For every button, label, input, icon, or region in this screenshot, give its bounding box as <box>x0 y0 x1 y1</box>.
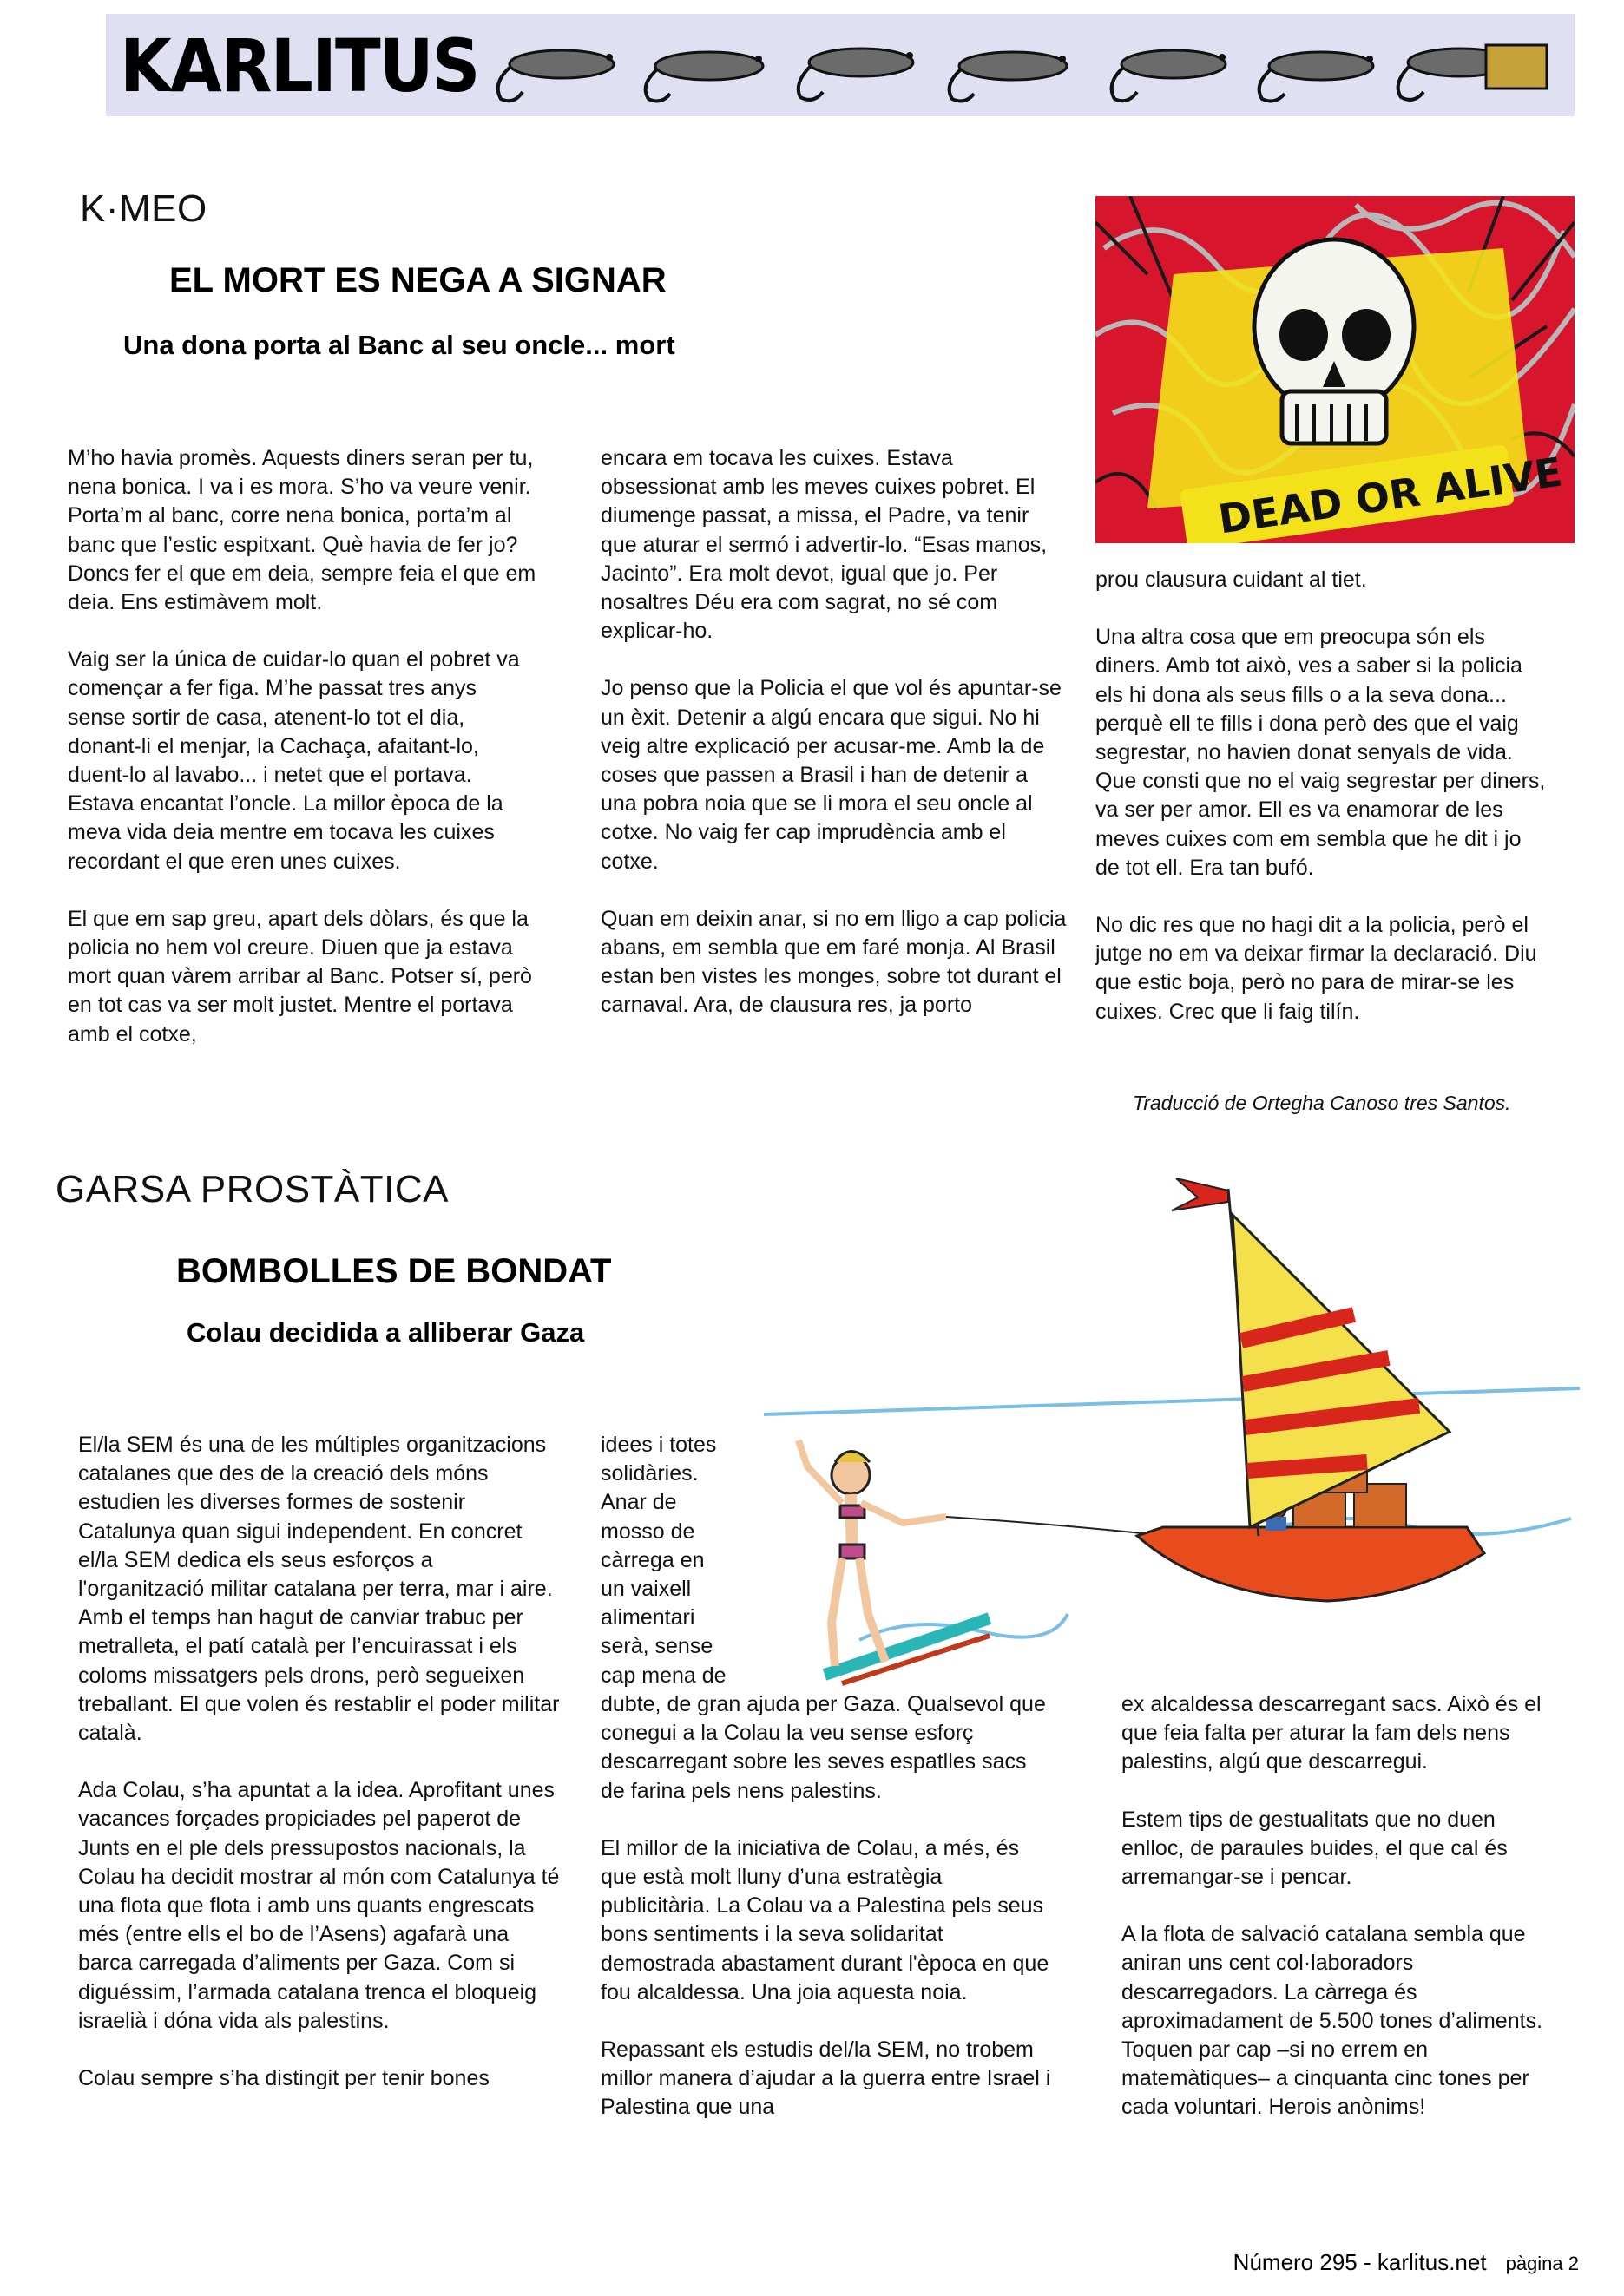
text-line: Anar de <box>601 1490 677 1515</box>
article-column-3 <box>1095 566 1547 1027</box>
masthead-banner <box>106 14 1575 116</box>
text-line: alimentari <box>601 1605 695 1630</box>
paragraph: ex alcaldessa descarregant sacs. Això és el que feia falta per aturar la fam dels nens palestins, algú que descarregui. <box>1121 1692 1542 1774</box>
sailboat-waterskier-illustration <box>755 1163 1588 1718</box>
sailboat-waterskier-icon <box>755 1163 1588 1718</box>
article-column-2-narrow <box>601 1431 766 1690</box>
article-column-1 <box>68 444 536 1049</box>
masthead-brand: KARLITUS <box>120 23 479 108</box>
page-number: pàgina 2 <box>1505 2253 1579 2274</box>
paragraph: Ada Colau, s’ha apuntat a la idea. Aprofitant unes vacances forçades propiciades pel paperot de Junts en el ple dels pressupostos nacionals, la Colau ha decidit mostrar al món com Catalunya té una flota que flota i amb uns quants engrescats més (entre ells el bo de l’Asens) agafarà una barca carregada d’aliments per Gaza. Com si diguéssim, l’armada catalana trenca el bloqueig israelià i dóna vida als palestins. <box>78 1778 560 2033</box>
page-footer <box>1233 2249 1579 2276</box>
dead-or-alive-text: DEAD OR ALIVE <box>1215 448 1566 543</box>
paragraph: dubte, de gran ajuda per Gaza. Qualsevol que conegui a la Colau la veu sense esforç descarregant sobre les seves espatlles sacs de farina pels nens palestins. <box>601 1692 1046 1803</box>
paragraph: prou clausura cuidant al tiet. <box>1095 567 1367 592</box>
paragraph: Una altra cosa que em preocupa són els diners. Amb tot això, ves a saber si la policia els hi dona als seus fills o a la seva dona... perquè ell te fills i dona però des que el vaig segrestar, no havien donat senyals de vida. Que consti que no el vaig segrestar per diners, va ser per amor. Ell es va enamorar de les meves cuixes com em sembla que he dit i jo de tot ell. Era tan bufó. <box>1095 625 1546 880</box>
paragraph: No dic res que no hagi dit a la policia, però el jutge no em va deixar firmar la declaració. Diu que estic boja, però no para de mirar-se les cuixes. Crec que li faig tilín. <box>1095 913 1537 1024</box>
text-line: mosso de <box>601 1519 695 1544</box>
text-line: idees i totes <box>601 1433 717 1457</box>
paragraph: M’ho havia promès. Aquests diners seran per tu, nena bonica. I va i es mora. S’ho va veure venir. Porta’m al banc, corre nena bonica, porta’m al banc que l’estic espitxant. Què havia de fer jo? Doncs fer el que em deia, sempre feia el que em deia. Ens estimàvem molt. <box>68 446 536 615</box>
article-column-2 <box>601 1690 1052 2122</box>
paragraph: El que em sap greu, apart dels dòlars, és que la policia no hem vol creure. Diuen que ja estava mort quan vàrem arribar al Banc. Potser sí, però en tot cas va ser molt justet. Mentre el portava amb el cotxe, <box>68 906 532 1046</box>
paragraph: Estem tips de gestualitats que no duen enlloc, de paraules buides, el que cal és arremangar-se i pencar. <box>1121 1807 1508 1890</box>
text-line: un vaixell <box>601 1577 692 1602</box>
article-subheadline: Colau decidida a alliberar Gaza <box>187 1317 585 1348</box>
paragraph: encara em tocava les cuixes. Estava obsessionat amb les meves cuixes pobret. El diumenge passat, a missa, el Padre, va tenir que aturar el sermó i advertir-lo. “Esas manos, Jacinto”. Era molt devot, igual que jo. Per nosaltres Déu era com sagrat, no sé com explicar-ho. <box>601 446 1048 644</box>
paragraph: Vaig ser la única de cuidar-lo quan el pobret va començar a fer figa. M’he passat tres anys sense sortir de casa, atenent-lo tot el dia, donant-li el menjar, la Cachaça, afaitant-lo, duent-lo al lavabo... i netet que el portava. Estava encantat l’oncle. La millor època de la meva vida deia mentre em tocava les cuixes recordant el que eren unes cuixes. <box>68 647 520 874</box>
paragraph: Colau sempre s’ha distingit per tenir bones <box>78 2066 490 2091</box>
dead-or-alive-illustration <box>1095 196 1575 543</box>
text-line: serà, sense <box>601 1634 713 1659</box>
article-column-3 <box>1121 1690 1555 2122</box>
paragraph: El millor de la iniciativa de Colau, a més, és que està molt lluny d’una estratègia publicitària. La Colau va a Palestina pels seus bons sentiments i la seva solidaritat demostrada abastament durant l'època en que fou alcaldessa. Una joia aquesta noia. <box>601 1835 1049 2004</box>
issue-number: Número 295 - karlitus.net <box>1233 2249 1487 2275</box>
rats-icon <box>488 23 1568 109</box>
article-subheadline: Una dona porta al Banc al seu oncle... mort <box>123 330 675 360</box>
text-line: solidàries. <box>601 1461 699 1486</box>
paragraph: El/la SEM és una de les múltiples organitzacions catalanes que des de la creació dels móns estudien les diverses formes de sostenir Catalunya quan sigui independent. En concret el/la SEM dedica els seus esforços a l'organització militar catalana per terra, mar i aire. Amb el temps han hagut de canviar trabuc per metralleta, el patí català per l’encuirassat i els coloms missatgers pels drons, però segueixen treballant. El que volen és restablir el poder militar català. <box>78 1433 560 1746</box>
section-label: GARSA PROSTÀTICA <box>56 1168 449 1210</box>
paragraph: A la flota de salvació catalana sembla que aniran uns cent col·laboradors descarregadors. La càrrega és aproximadament de 5.500 tones d’aliments. Toquen par cap –si no errem en matemàtiques– a cinquanta cinc tones per cada voluntari. Herois anònims! <box>1121 1922 1543 2120</box>
article-headline: BOMBOLLES DE BONDAT <box>176 1252 612 1290</box>
article-column-1 <box>78 1431 564 2093</box>
paragraph: Repassant els estudis del/la SEM, no trobem millor manera d’ajudar a la guerra entre Israel i Palestina que una <box>601 2037 1051 2120</box>
text-line: cap mena de <box>601 1663 727 1688</box>
section-label: K·MEO <box>80 187 207 230</box>
paragraph: Jo penso que la Policia el que vol és apuntar-se un èxit. Detenir a algú encara que sigui. No hi veig altre explicació per acusar-me. Amb la de coses que passen a Brasil i han de detenir a una pobra noia que se li mora el seu oncle al cotxe. No vaig fer cap imprudència amb el cotxe. <box>601 676 1062 874</box>
paragraph: Quan em deixin anar, si no em lligo a cap policia abans, em sembla que em faré monja. Al Brasil estan ben vistes les monges, sobre tot durant el carnaval. Ara, de clausura res, ja porto <box>601 906 1067 1018</box>
article-headline: EL MORT ES NEGA A SIGNAR <box>169 261 667 299</box>
article-column-2 <box>601 444 1069 1020</box>
text-line: càrrega en <box>601 1547 705 1572</box>
translator-credit: Traducció de Ortegha Canoso tres Santos. <box>1133 1092 1511 1114</box>
